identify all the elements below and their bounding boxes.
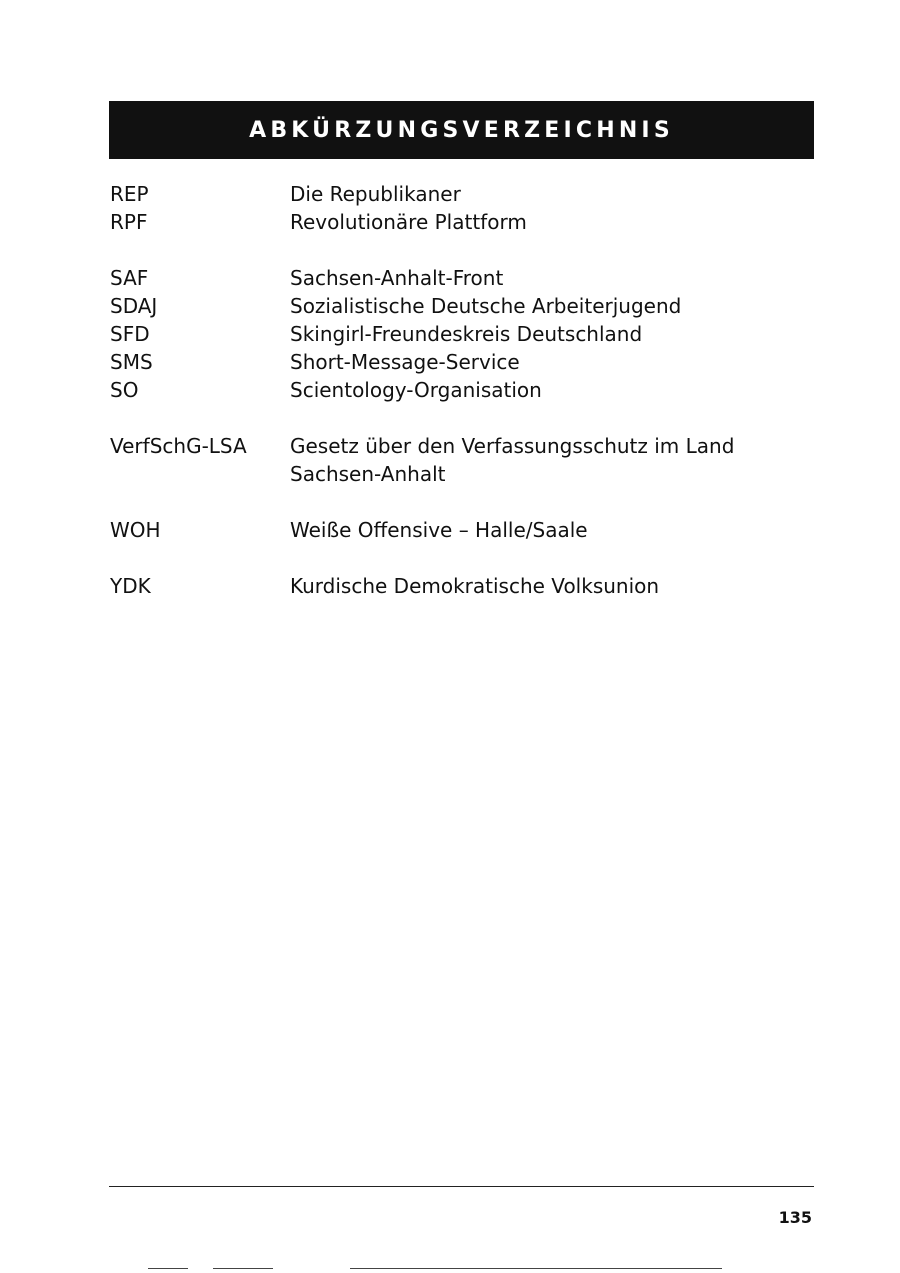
definition: Sozialistische Deutsche Arbeiterjugend (290, 294, 682, 318)
definition-multiline (290, 432, 814, 488)
abbreviation: SFD (110, 322, 150, 346)
list-item (110, 516, 814, 544)
list-item (110, 180, 814, 208)
abbreviation-list (110, 180, 814, 600)
list-item (110, 264, 814, 292)
scan-artifact-line (148, 1268, 188, 1269)
list-item (110, 432, 814, 488)
abbreviation: SMS (110, 350, 153, 374)
abbreviation: RPF (110, 210, 148, 234)
abbreviation: VerfSchG-LSA (110, 434, 247, 458)
definition: Scientology-Organisation (290, 378, 542, 402)
scan-artifact-line (350, 1268, 722, 1269)
scan-artifact-line (213, 1268, 273, 1269)
abbreviation: SAF (110, 266, 149, 290)
definition: Short-Message-Service (290, 350, 520, 374)
definition: Kurdische Demokratische Volksunion (290, 574, 660, 598)
footer-divider (109, 1186, 814, 1187)
list-item (110, 348, 814, 376)
definition: Weiße Offensive – Halle/Saale (290, 518, 588, 542)
abbreviation: YDK (110, 574, 151, 598)
definition: Die Republikaner (290, 182, 461, 206)
abbreviation: SO (110, 378, 139, 402)
definition-line-1: Gesetz über den Verfassungsschutz im Land (290, 434, 735, 458)
definition: Skingirl-Freundeskreis Deutschland (290, 322, 643, 346)
list-item (110, 572, 814, 600)
section-title: ABKÜRZUNGSVERZEICHNIS (249, 117, 674, 143)
definition-line-2: Sachsen-Anhalt (290, 462, 446, 486)
abbreviation: WOH (110, 518, 161, 542)
abbreviation: REP (110, 182, 149, 206)
definition: Sachsen-Anhalt-Front (290, 266, 504, 290)
page-number: 135 (778, 1208, 812, 1227)
definition: Revolutionäre Plattform (290, 210, 527, 234)
list-item (110, 320, 814, 348)
list-item (110, 292, 814, 320)
section-header-bar (109, 101, 814, 159)
abbreviation: SDAJ (110, 294, 158, 318)
list-item (110, 208, 814, 236)
list-item (110, 376, 814, 404)
